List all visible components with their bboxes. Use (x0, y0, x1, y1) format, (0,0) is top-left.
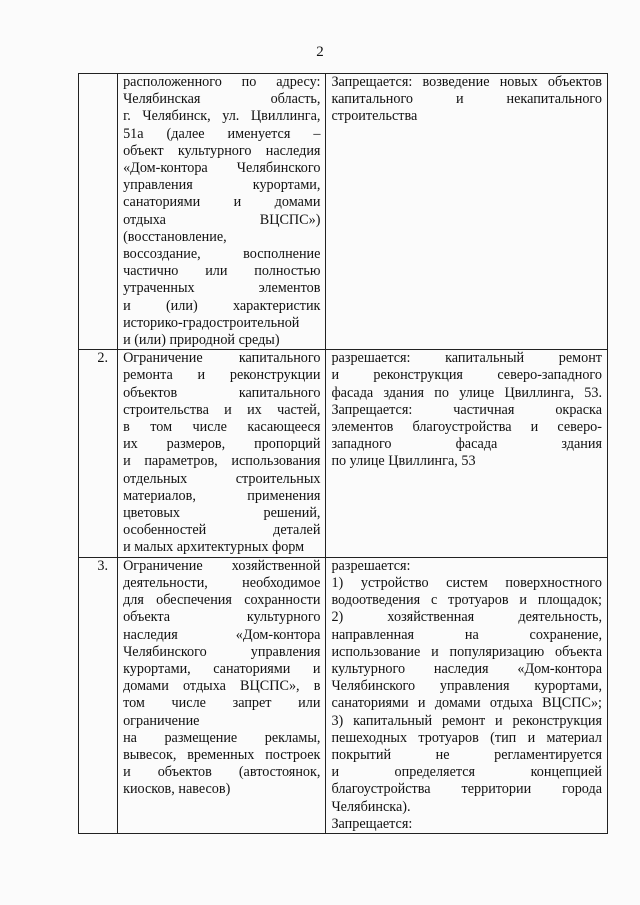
restriction-cell (118, 74, 326, 350)
restriction-cell (118, 557, 326, 833)
cell-text-line: санаториями и домами (123, 194, 321, 211)
cell-text-line: Запрещается: частичная окраска (331, 401, 602, 418)
cell-text-line: их размеров, пропорций (123, 436, 321, 453)
table-row (79, 557, 608, 833)
cell-text-line: Челябинского управления (123, 643, 321, 660)
cell-text-line: отдельных строительных (123, 470, 321, 487)
cell-text-line: Ограничение капитального (123, 350, 321, 367)
cell-text-line: капитального и некапитального (331, 91, 602, 108)
cell-text-line: на размещение рекламы, (123, 729, 321, 746)
cell-text-line: утраченных элементов (123, 280, 321, 297)
cell-text-line: 1) устройство систем поверхностного (331, 574, 602, 591)
page-number: 2 (316, 44, 324, 60)
cell-text-line: деятельности, необходимое (123, 574, 321, 591)
cell-text-line: курортами, санаториями и (123, 660, 321, 677)
cell-text-line: Челябинская область, (123, 91, 321, 108)
cell-text-line: наследия «Дом-контора (123, 626, 321, 643)
cell-text-line: киосков, навесов) (123, 781, 231, 798)
row-number-cell (79, 74, 118, 350)
cell-text-line: санаториями и домами отдыха ВЦСПС»; (331, 695, 602, 712)
cell-text-line: строительства (331, 108, 418, 125)
cell-text-line: пешеходных тротуаров (тип и материал (331, 729, 602, 746)
cell-text-line: цветовых решений, (123, 505, 321, 522)
cell-text-line: и параметров, использования (123, 453, 321, 470)
cell-text-line: особенностей деталей (123, 522, 321, 539)
row-number-cell (79, 350, 118, 557)
cell-text-line: и реконструкция северо-западного (331, 367, 602, 384)
cell-text-line: ограничение (123, 712, 200, 729)
cell-text-line: Запрещается: возведение новых объектов (331, 74, 602, 90)
cell-text-line: строительства и их частей, (123, 401, 321, 418)
restriction-cell (118, 350, 326, 557)
cell-text-line: 3) капитальный ремонт и реконструкция (331, 712, 602, 729)
cell-text-line: в том числе касающееся (123, 419, 321, 436)
cell-text-line: объектов капитального (123, 384, 321, 401)
cell-text-line: 2) хозяйственная деятельность, (331, 609, 602, 626)
table-row (79, 74, 608, 350)
cell-text-line: историко-градостроительной (123, 314, 300, 331)
cell-text-line: использование и популяризацию объекта (331, 643, 602, 660)
cell-text-line: и (или) природной среды) (123, 332, 280, 349)
cell-text-line: вывесок, временных построек (123, 746, 321, 763)
cell-text-line: культурного наследия «Дом-контора (331, 660, 602, 677)
cell-text-line: Запрещается: (331, 815, 413, 832)
table-row (79, 350, 608, 557)
cell-text-line: объект культурного наследия (123, 142, 321, 159)
cell-text-line: г. Челябинск, ул. Цвиллинга, (123, 108, 321, 125)
cell-text-line: частично или полностью (123, 263, 321, 280)
cell-text-line: фасада здания по улице Цвиллинга, 53. (331, 384, 602, 401)
cell-text-line: объекта культурного (123, 609, 321, 626)
cell-text-line: (восстановление, (123, 228, 227, 245)
cell-text-line: Ограничение хозяйственной (123, 557, 321, 574)
cell-text-line: Челябинского управления курортами, (331, 678, 602, 695)
cell-text-line: ремонта и реконструкции (123, 367, 321, 384)
cell-text-line: направленная на сохранение, (331, 626, 602, 643)
cell-text-line: управления курортами, (123, 177, 321, 194)
cell-text-line: разрешается: капитальный ремонт (331, 350, 602, 367)
row-number: 2. (97, 350, 109, 367)
cell-text-line: «Дом-контора Челябинского (123, 160, 321, 177)
cell-text-line: разрешается: (331, 557, 411, 574)
cell-text-line: и малых архитектурных форм (123, 539, 305, 556)
cell-text-line: для обеспечения сохранности (123, 592, 321, 609)
cell-text-line: и определяется концепцией (331, 764, 602, 781)
cell-text-line: расположенного по адресу: (123, 74, 321, 90)
cell-text-line: по улице Цвиллинга, 53 (331, 453, 476, 470)
cell-text-line: том числе запрет или (123, 695, 321, 712)
regulation-cell (326, 74, 608, 350)
cell-text-line: водоотведения с тротуаров и площадок; (331, 592, 602, 609)
regulations-table (78, 73, 608, 834)
cell-text-line: Челябинска). (331, 798, 411, 815)
regulation-cell (326, 350, 608, 557)
cell-text-line: 51а (далее именуется – (123, 125, 321, 142)
row-number-cell (79, 557, 118, 833)
cell-text-line: покрытий не регламентируется (331, 746, 602, 763)
cell-text-line: воссоздание, восполнение (123, 246, 321, 263)
cell-text-line: и (или) характеристик (123, 297, 321, 314)
cell-text-line: благоустройства территории города (331, 781, 602, 798)
cell-text-line: отдыха ВЦСПС») (123, 211, 321, 228)
cell-text-line: элементов благоустройства и северо- (331, 419, 602, 436)
regulation-cell (326, 557, 608, 833)
cell-text-line: материалов, применения (123, 487, 321, 504)
row-number: 3. (97, 557, 109, 574)
cell-text-line: западного фасада здания (331, 436, 602, 453)
cell-text-line: домами отдыха ВЦСПС», в (123, 678, 321, 695)
cell-text-line: и объектов (автостоянок, (123, 764, 321, 781)
